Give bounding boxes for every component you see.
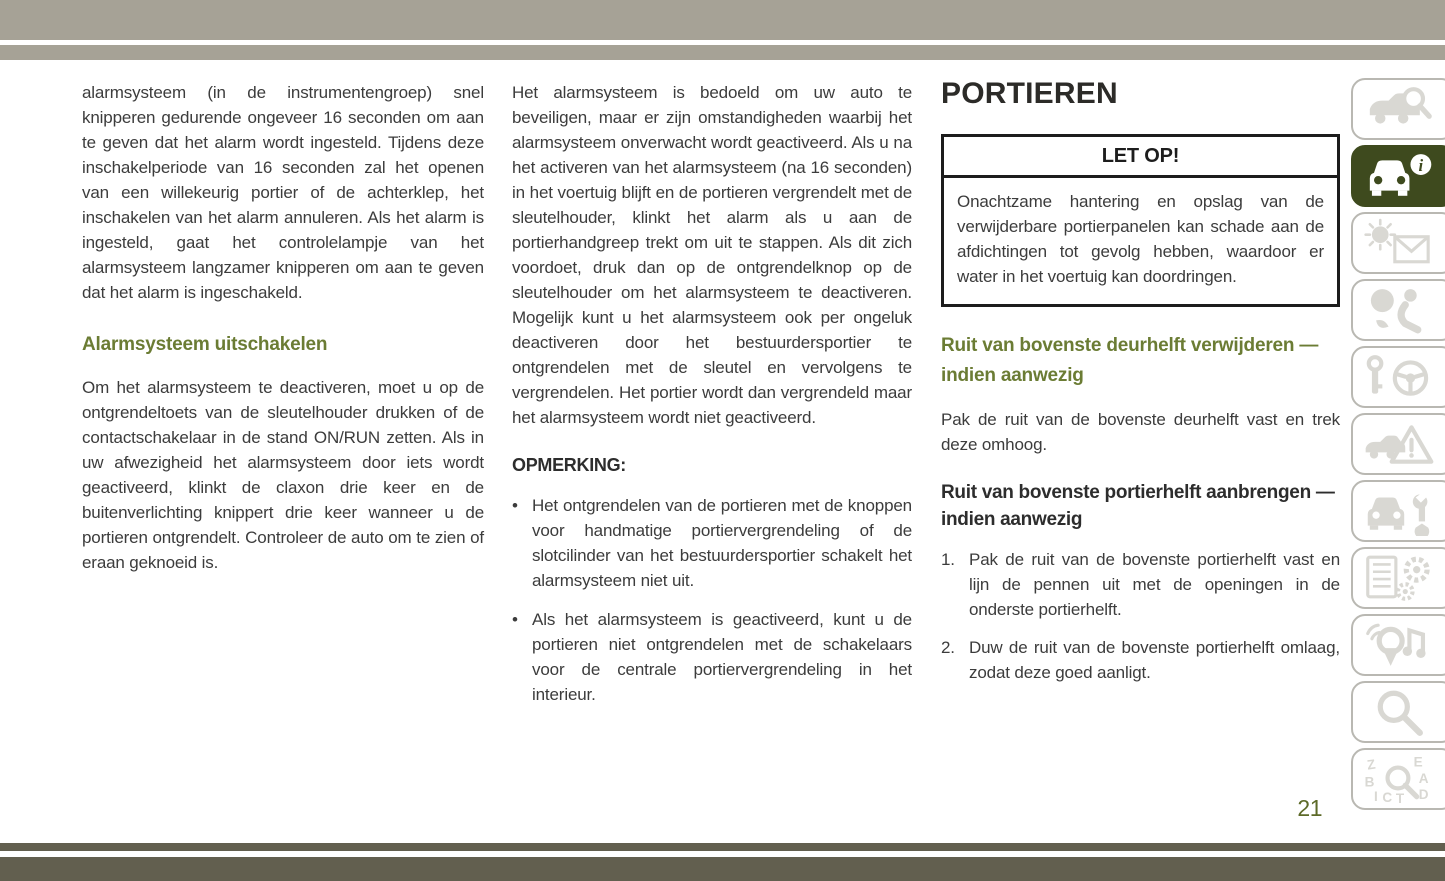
step-text: Pak de ruit van de bovenste portierhelft vast en lijn de pennen uit met de openingen in de onderste portierhelft. xyxy=(969,550,1340,619)
key-steering-icon xyxy=(1358,352,1440,402)
chapter-tab-introduction xyxy=(1351,78,1445,140)
subsection-heading-alarm-uitschakelen: Alarmsysteem uitschakelen xyxy=(82,334,328,355)
car-info-icon xyxy=(1358,151,1440,201)
svg-text:A: A xyxy=(1418,771,1429,787)
svg-text:Z: Z xyxy=(1366,756,1377,773)
chapter-tab-alphabetical-index xyxy=(1351,748,1445,810)
top-band-thin xyxy=(0,45,1445,60)
page-number: 21 xyxy=(1297,795,1322,821)
svg-text:D: D xyxy=(1418,786,1429,802)
caution-box xyxy=(941,134,1340,307)
svg-text:B: B xyxy=(1364,774,1375,790)
numbered-step xyxy=(941,635,1340,685)
svg-text:T: T xyxy=(1395,790,1405,804)
car-search-icon xyxy=(1358,84,1440,134)
chapter-tab-starting-operating xyxy=(1351,346,1445,408)
column-middle xyxy=(512,80,912,721)
paragraph: alarmsysteem (in de instrumentengroep) snel knipperen gedurende ongeveer 16 seconden om aan te geven dat het alarm wordt ingesteld. Tijdens deze inschakelperiode van 16 seconden zal het openen van een willekeurig portier of de achterklep, het inschakelen van het alarm annuleren. Als het alarm is ingesteld, gaat het controlelampje van het alarmsysteem langzamer knipperen om aan te geven dat het alarm is ingeschakeld. xyxy=(82,83,484,302)
chapter-tab-comfort xyxy=(1351,212,1445,274)
sun-envelope-icon xyxy=(1358,218,1440,268)
svg-text:i: i xyxy=(1418,155,1424,175)
step-text: Duw de ruit van de bovenste portierhelft omlaag, zodat deze goed aanligt. xyxy=(969,638,1340,682)
section-title-portieren: PORTIEREN xyxy=(941,77,1118,110)
bullet-text: Het ontgrendelen van de portieren met de knoppen voor handmatige portiervergrendeling of de slotcilinder van het bestuurdersportier schakelt het alarmsysteem niet uit. xyxy=(532,496,912,590)
chapter-tab-servicing xyxy=(1351,480,1445,542)
chapter-tab-getting-to-know-active xyxy=(1351,145,1445,207)
chapter-tab-multimedia xyxy=(1351,614,1445,676)
car-wrench-icon xyxy=(1358,486,1440,536)
top-band-thick xyxy=(0,0,1445,40)
chapter-tab-safety xyxy=(1351,279,1445,341)
subsection-heading-ruit-aanbrengen: Ruit van bovenste portierhelft aanbrengen — indien aanwezig xyxy=(941,482,1335,530)
bullet-text: Als het alarmsysteem is geactiveerd, kunt u de portieren niet ontgrendelen met de schakelaars voor de centrale portiervergrendeling in het interieur. xyxy=(532,610,912,704)
magnifier-icon xyxy=(1358,687,1440,737)
step-number: 2. xyxy=(941,638,955,657)
svg-text:I: I xyxy=(1374,788,1378,804)
note-heading: OPMERKING: xyxy=(512,455,627,475)
chapter-tab-rail xyxy=(1351,78,1445,815)
paragraph: Om het alarmsysteem te deactiveren, moet u op de ontgrendeltoets van de sleutelhouder drukken of de contactschakelaar in de stand ON/RUN zetten. Als in uw afwezigheid het alarmsysteem door iets wordt geactiveerd, klinkt de claxon drie keer en de buitenverlichting knippert drie keer wanneer u de portieren ontgrendelt. Controleer de auto om te zien of eraan geknoeid is. xyxy=(82,378,484,572)
column-left xyxy=(82,80,484,575)
svg-text:E: E xyxy=(1413,754,1423,770)
note-bullet xyxy=(512,607,912,707)
bottom-band-thick xyxy=(0,857,1445,881)
paragraph: Het alarmsysteem is bedoeld om uw auto te beveiligen, maar er zijn omstandigheden waarbij het alarmsysteem onverwacht wordt geactiveerd. Als u na het activeren van het alarmsysteem (na 16 seconden) in het voertuig blijft en de portieren vergrendelt met de sleutelhouder, klinkt het alarm als u aan de portierhandgreep trekt om uit te stappen. Als dit zich voordoet, druk dan op de ontgrendelknop op de sleutelhouder om het alarmsysteem te deactiveren. Mogelijk kunt u het alarmsysteem ook per ongeluk deactiveren door het bestuurdersportier te ontgrendelen met de sleutel en vervolgens te vergrendelen. Het portier wordt dan vergrendeld maar het alarmsysteem wordt niet geactiveerd. xyxy=(512,83,912,427)
numbered-step xyxy=(941,547,1340,622)
bullet-icon: • xyxy=(512,496,518,515)
caution-box-title: LET OP! xyxy=(944,137,1337,178)
checklist-gears-icon xyxy=(1358,553,1440,603)
subsection-heading-ruit-verwijderen: Ruit van bovenste deurhelft verwijderen — indien aanwezig xyxy=(941,335,1319,386)
car-warning-triangle-icon xyxy=(1358,419,1440,469)
pin-music-icon xyxy=(1358,620,1440,670)
note-bullet xyxy=(512,493,912,593)
chapter-tab-technical-data xyxy=(1351,547,1445,609)
column-right xyxy=(941,78,1340,698)
chapter-tab-emergency xyxy=(1351,413,1445,475)
letters-magnifier-icon xyxy=(1358,754,1440,804)
svg-text:C: C xyxy=(1382,789,1393,804)
chapter-tab-search xyxy=(1351,681,1445,743)
caution-box-body: Onachtzame hantering en opslag van de verwijderbare portierpanelen kan schade aan de afdichtingen tot gevolg hebben, waardoor er water in het voertuig kan doordringen. xyxy=(957,192,1324,286)
bullet-icon: • xyxy=(512,610,518,629)
airbag-person-icon xyxy=(1358,285,1440,335)
paragraph: Pak de ruit van de bovenste deurhelft vast en trek deze omhoog. xyxy=(941,410,1340,454)
step-number: 1. xyxy=(941,550,955,569)
bottom-band-thin xyxy=(0,843,1445,851)
